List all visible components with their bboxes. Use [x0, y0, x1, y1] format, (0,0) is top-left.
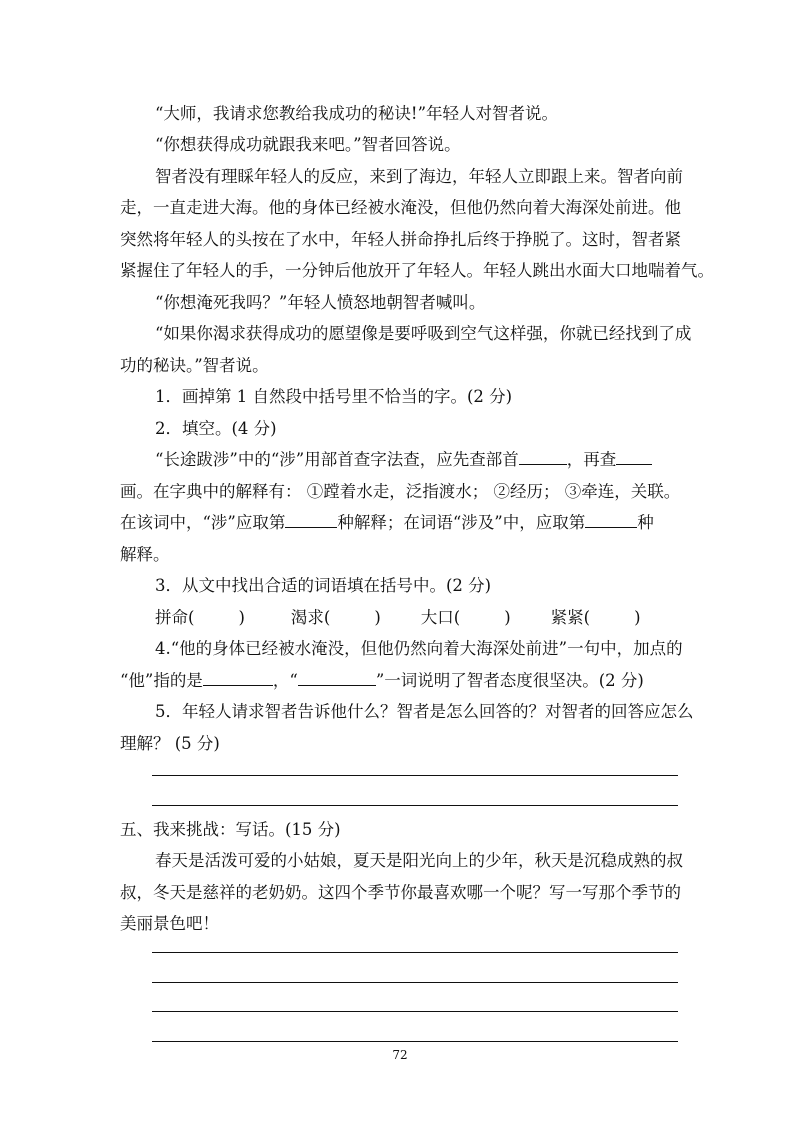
passage-line: “你想淹死我吗？”年轻人愤怒地朝智者喊叫。: [155, 293, 486, 312]
question-2-line-3: [120, 513, 654, 533]
writing-line[interactable]: [152, 1041, 678, 1042]
question-1: 1．画掉第 1 自然段中括号里不恰当的字。(2 分): [155, 387, 513, 406]
fill-blank-word[interactable]: [298, 671, 376, 686]
passage-line: 智者没有理睬年轻人的反应，来到了海边，年轻人立即跟上来。智者向前: [155, 167, 683, 186]
answer-line[interactable]: [152, 805, 678, 806]
q4-text: ”一词说明了智者态度很坚决。(2 分): [375, 671, 644, 690]
q2-text: 种: [637, 513, 654, 532]
passage-line: 走，一直走进大海。他的身体已经被水淹没，但他仍然向着大海深处前进。他: [120, 198, 681, 217]
passage-line: “如果你渴求获得成功的愿望像是要呼吸到空气这样强，你就已经找到了成: [155, 324, 692, 343]
section-5-title: 五、我来挑战：写话。(15 分): [120, 820, 341, 839]
passage-line: 功的秘诀。”智者说。: [120, 356, 269, 375]
fill-blank-meaning-1[interactable]: [285, 513, 337, 528]
question-3-items: [155, 608, 641, 628]
passage-line: 突然将年轻人的头按在了水中，年轻人拼命挣扎后终于挣脱了。这时，智者紧: [120, 230, 681, 249]
word-bracket: 拼命(: [155, 608, 195, 627]
section-5-prompt: 美丽景色吧！: [120, 914, 219, 933]
q4-text: “他”指的是: [120, 671, 203, 690]
writing-line[interactable]: [152, 1011, 678, 1012]
fill-blank-radical[interactable]: [519, 450, 567, 465]
section-5-prompt: 叔，冬天是慈祥的老奶奶。这四个季节你最喜欢哪一个呢？写一写那个季节的: [120, 883, 681, 902]
word-bracket: 大口(: [420, 608, 461, 627]
word-bracket: 渴求(: [290, 608, 331, 627]
q4-text: ，“: [272, 671, 298, 690]
writing-line[interactable]: [152, 952, 678, 953]
writing-line[interactable]: [152, 982, 678, 983]
passage-line: “你想获得成功就跟我来吧。”智者回答说。: [155, 135, 461, 154]
q2-text: “长途跋涉”中的“涉”用部首查字法查，应先查部首: [155, 450, 519, 469]
question-2-line-4: 解释。: [120, 545, 170, 564]
q2-text: 种解释；在词语“涉及”中，应取第: [337, 513, 586, 532]
page-number: 72: [392, 1048, 408, 1062]
word-bracket: ): [238, 608, 245, 627]
word-bracket: ): [504, 608, 511, 627]
question-2-line-1: [155, 450, 652, 470]
passage-line: “大师，我请求您教给我成功的秘诀!”年轻人对智者说。: [155, 104, 559, 123]
answer-line[interactable]: [152, 775, 678, 776]
word-bracket: 紧紧(: [550, 608, 591, 627]
word-bracket: ): [634, 608, 641, 627]
question-4-line-1: 4.“他的身体已经被水淹没，但他仍然向着大海深处前进”一句中，加点的: [155, 639, 683, 658]
word-bracket: ): [374, 608, 381, 627]
q2-text: 在该词中，“涉”应取第: [120, 513, 286, 532]
question-5-line-2: 理解？ (5 分): [120, 734, 220, 753]
fill-blank-meaning-2[interactable]: [585, 513, 637, 528]
question-2-title: 2．填空。(4 分): [155, 419, 277, 438]
section-5-prompt: 春天是活泼可爱的小姑娘，夏天是阳光向上的少年，秋天是沉稳成熟的叔: [155, 851, 683, 870]
fill-blank-strokes[interactable]: [616, 450, 652, 465]
passage-line: 紧握住了年轻人的手，一分钟后他放开了年轻人。年轻人跳出水面大口地喘着气。: [120, 261, 714, 280]
q2-text: ，再查: [566, 450, 617, 469]
question-2-line-2: 画。在字典中的解释有： ①蹚着水走，泛指渡水； ②经历； ③牵连，关联。: [120, 482, 681, 501]
question-4-line-2: [120, 671, 644, 691]
question-5-line-1: 5．年轻人请求智者告诉他什么？智者是怎么回答的？对智者的回答应怎么: [155, 702, 694, 721]
fill-blank-he[interactable]: [203, 671, 273, 686]
question-3-title: 3．从文中找出合适的词语填在括号中。(2 分): [155, 576, 492, 595]
